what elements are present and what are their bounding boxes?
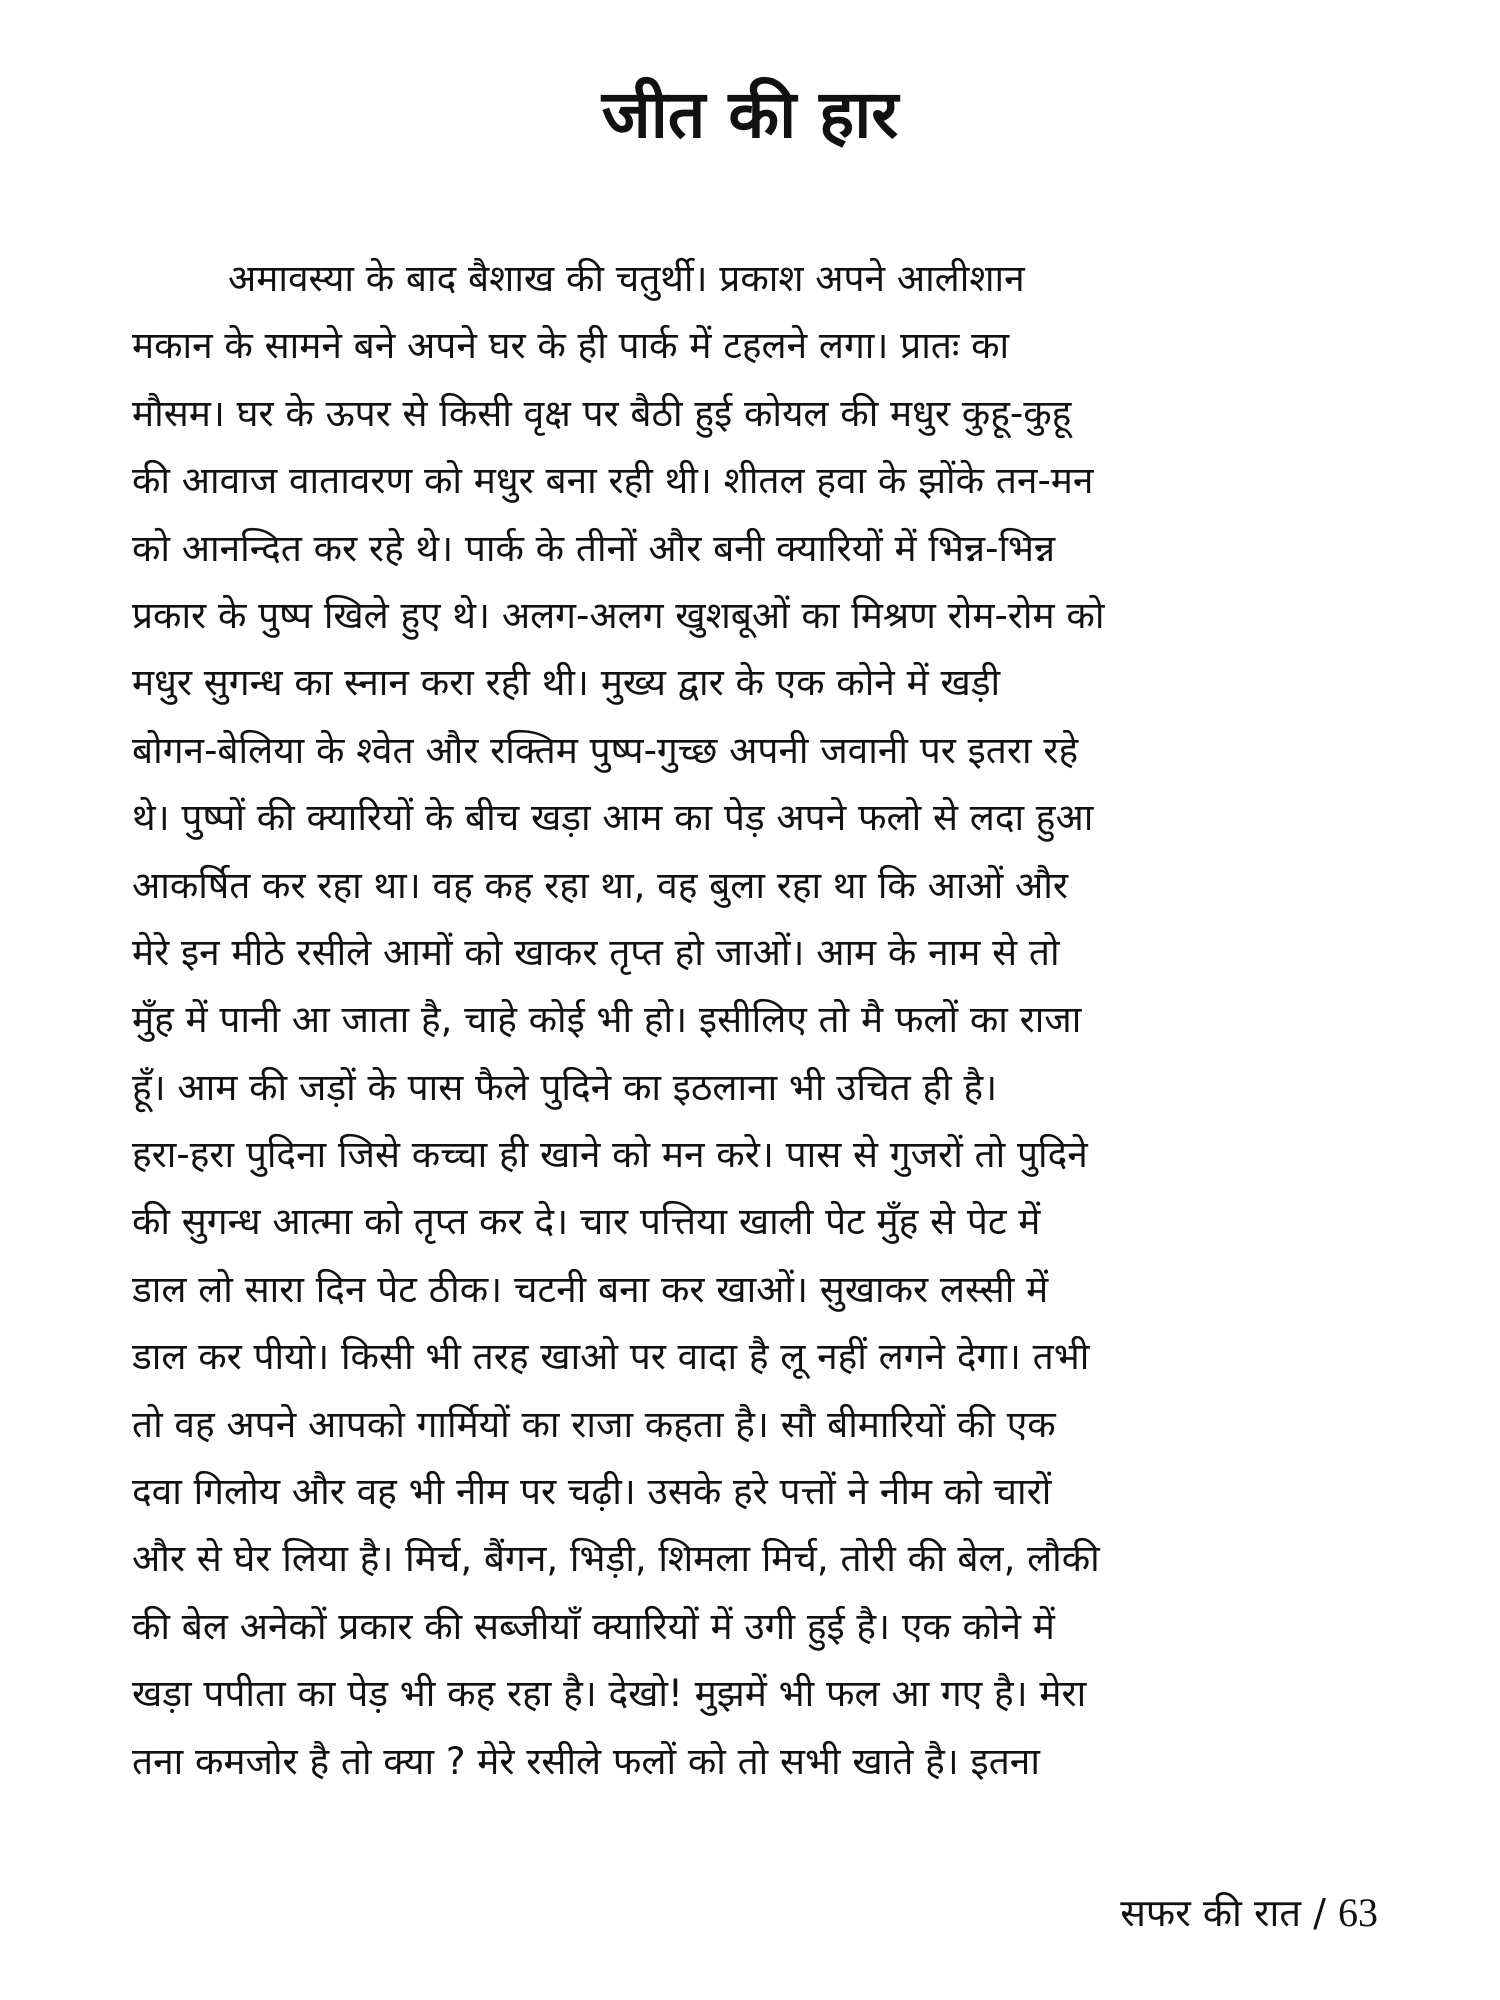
text-line: और से घेर लिया है। मिर्च, बैंगन, भिड़ी, शिमला मिर्च, तोरी की बेल, लौकी bbox=[132, 1537, 1100, 1581]
text-line: थे। पुष्पों की क्यारियों के बीच खड़ा आम का पेड़ अपने फलो से लदा हुआ bbox=[132, 796, 1094, 840]
text-line: की सुगन्ध आत्मा को तृप्त कर दे। चार पत्तिया खाली पेट मुँह से पेट में bbox=[132, 1200, 1041, 1244]
page-footer bbox=[1120, 1888, 1378, 1938]
text-line: डाल कर पीयो। किसी भी तरह खाओ पर वादा है लू नहीं लगने देगा। तभी bbox=[132, 1335, 1090, 1379]
text-line: खड़ा पपीता का पेड़ भी कह रहा है। देखो! मुझमें भी फल आ गए है। मेरा bbox=[132, 1672, 1087, 1716]
text-line: तना कमजोर है तो क्या ? मेरे रसीले फलों को तो सभी खाते है। इतना bbox=[132, 1739, 1040, 1783]
text-line: दवा गिलोय और वह भी नीम पर चढ़ी। उसके हरे पत्तों ने नीम को चारों bbox=[132, 1470, 1052, 1514]
text-line: की आवाज वातावरण को मधुर बना रही थी। शीतल हवा के झोंके तन-मन bbox=[132, 459, 1094, 503]
footer-separator: / bbox=[1313, 1891, 1326, 1935]
text-line: मधुर सुगन्ध का स्नान करा रही थी। मुख्य द्वार के एक कोने में खड़ी bbox=[132, 661, 1001, 705]
text-line: हूँ। आम की जड़ों के पास फैले पुदिने का इठलाना भी उचित ही है। bbox=[132, 1065, 998, 1109]
footer-book-title: सफर की रात bbox=[1120, 1891, 1301, 1935]
page-number: 63 bbox=[1338, 1890, 1378, 1935]
body-paragraph bbox=[132, 245, 1377, 1795]
text-line: हरा-हरा पुदिना जिसे कच्चा ही खाने को मन करे। पास से गुजरों तो पुदिने bbox=[132, 1133, 1088, 1177]
text-line: की बेल अनेकों प्रकार की सब्जीयाँ क्यारियों में उगी हुई है। एक कोने में bbox=[132, 1604, 1055, 1648]
page-title: जीत की हार bbox=[601, 76, 899, 153]
text-line: डाल लो सारा दिन पेट ठीक। चटनी बना कर खाओं। सुखाकर लस्सी में bbox=[132, 1267, 1049, 1311]
text-line: अमावस्या के बाद बैशाख की चतुर्थी। प्रकाश अपने आलीशान bbox=[228, 257, 1025, 300]
text-line: मौसम। घर के ऊपर से किसी वृक्ष पर बैठी हुई कोयल की मधुर कुहू-कुहू bbox=[132, 391, 1072, 435]
text-line: को आनन्दित कर रहे थे। पार्क के तीनों और बनी क्यारियों में भिन्न-भिन्न bbox=[132, 526, 1056, 570]
text-line: मकान के सामने बने अपने घर के ही पार्क में टहलने लगा। प्रातः का bbox=[132, 324, 1010, 368]
text-line: बोगन-बेलिया के श्वेत और रक्तिम पुष्प-गुच्छ अपनी जवानी पर इतरा रहे bbox=[132, 728, 1079, 772]
text-line: तो वह अपने आपको गार्मियों का राजा कहता है। सौ बीमारियों की एक bbox=[132, 1402, 1056, 1446]
text-line: प्रकार के पुष्प खिले हुए थे। अलग-अलग खुशबूओं का मिश्रण रोम-रोम को bbox=[132, 593, 1105, 637]
text-line: आकर्षित कर रहा था। वह कह रहा था, वह बुला रहा था कि आओं और bbox=[132, 863, 1068, 907]
text-line: मुँह में पानी आ जाता है, चाहे कोई भी हो। इसीलिए तो मै फलों का राजा bbox=[132, 998, 1082, 1042]
text-line: मेरे इन मीठे रसीले आमों को खाकर तृप्त हो जाओं। आम के नाम से तो bbox=[132, 930, 1060, 974]
